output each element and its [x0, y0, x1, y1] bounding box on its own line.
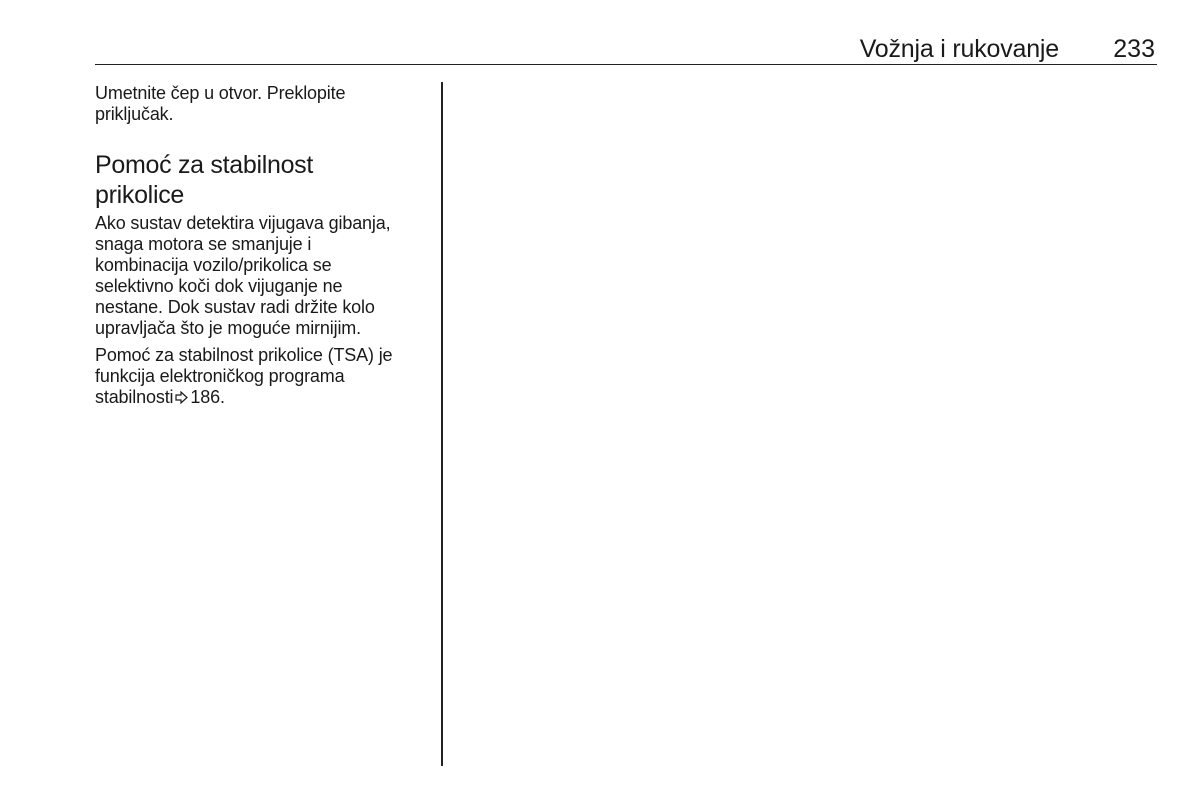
section-heading: Pomoć za stabilnost prikolice [95, 151, 314, 209]
intro-paragraph: Umetnite čep u otvor. Preklopite priključak. [95, 83, 346, 124]
section-paragraph-2 [95, 345, 430, 409]
section-paragraph-1: Ako sustav detektira vijugava gibanja, snaga motora se smanjuje i kombinacija vozilo/prikolica se selektivno koči dok vijuganje ne nestane. Dok sustav radi držite kolo upravljača što je moguće mirnijim. [95, 213, 391, 338]
column-divider [441, 82, 443, 766]
page-number: 233 [1113, 35, 1155, 63]
section-paragraph-2-text: Pomoć za stabilnost prikolice (TSA) je funkcija elektroničkog programa stabilnosti [95, 345, 393, 407]
left-column [95, 83, 430, 409]
reference-page-link[interactable]: 186. [190, 387, 225, 407]
page-header [95, 30, 1157, 65]
right-arrow-outline-icon [175, 388, 188, 409]
header-section-title: Vožnja i rukovanje [859, 35, 1059, 63]
